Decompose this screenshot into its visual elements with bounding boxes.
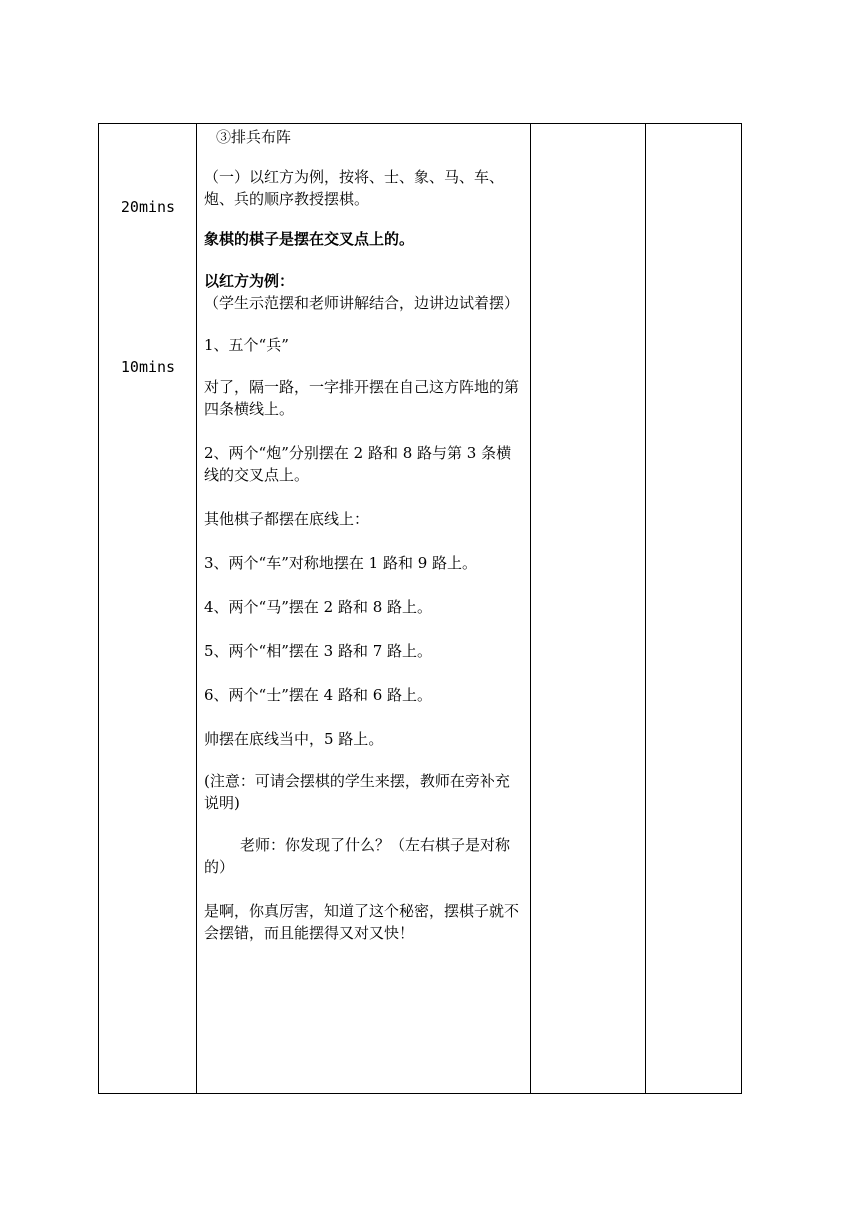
step-5: 5、两个“相”摆在 3 路和 7 路上。 bbox=[204, 642, 433, 660]
intro-text: （一）以红方为例，按将、士、象、马、车、炮、兵的顺序教授摆棋。 bbox=[204, 168, 505, 208]
step-1-detail: 对了，隔一路，一字排开摆在自己这方阵地的第四条横线上。 bbox=[204, 378, 520, 418]
step-3: 3、两个“车”对称地摆在 1 路和 9 路上。 bbox=[204, 554, 478, 572]
teaching-note: (注意：可请会摆棋的学生来摆，教师在旁补充说明) bbox=[204, 772, 510, 812]
lesson-plan-table bbox=[98, 123, 742, 1094]
conclusion-text: 是啊，你真厉害，知道了这个秘密，摆棋子就不会摆错，而且能摆得又对又快！ bbox=[204, 902, 520, 942]
example-title: 以红方为例： bbox=[204, 272, 295, 290]
step-2: 2、两个“炮”分别摆在 2 路和 8 路与第 3 条横线的交叉点上。 bbox=[204, 444, 512, 484]
time-column-cell bbox=[99, 124, 197, 1094]
king-placement: 帅摆在底线当中，5 路上。 bbox=[204, 730, 384, 748]
content-column-cell bbox=[197, 124, 531, 1094]
step-1: 1、五个“兵” bbox=[204, 336, 289, 354]
others-text: 其他棋子都摆在底线上： bbox=[204, 510, 370, 528]
key-point-text: 象棋的棋子是摆在交叉点上的。 bbox=[204, 230, 415, 248]
table-row bbox=[99, 124, 742, 1094]
time-label-20: 20mins bbox=[120, 198, 176, 216]
empty-column-cell-4 bbox=[646, 124, 742, 1094]
section-heading: ③排兵布阵 bbox=[216, 128, 292, 146]
example-note: （学生示范摆和老师讲解结合，边讲边试着摆） bbox=[204, 294, 520, 312]
teacher-question: 老师：你发现了什么？（左右棋子是对称的） bbox=[204, 836, 511, 876]
step-4: 4、两个“马”摆在 2 路和 8 路上。 bbox=[204, 598, 433, 616]
empty-column-cell-3 bbox=[531, 124, 646, 1094]
time-label-10: 10mins bbox=[120, 358, 176, 376]
step-6: 6、两个“士”摆在 4 路和 6 路上。 bbox=[204, 686, 433, 704]
